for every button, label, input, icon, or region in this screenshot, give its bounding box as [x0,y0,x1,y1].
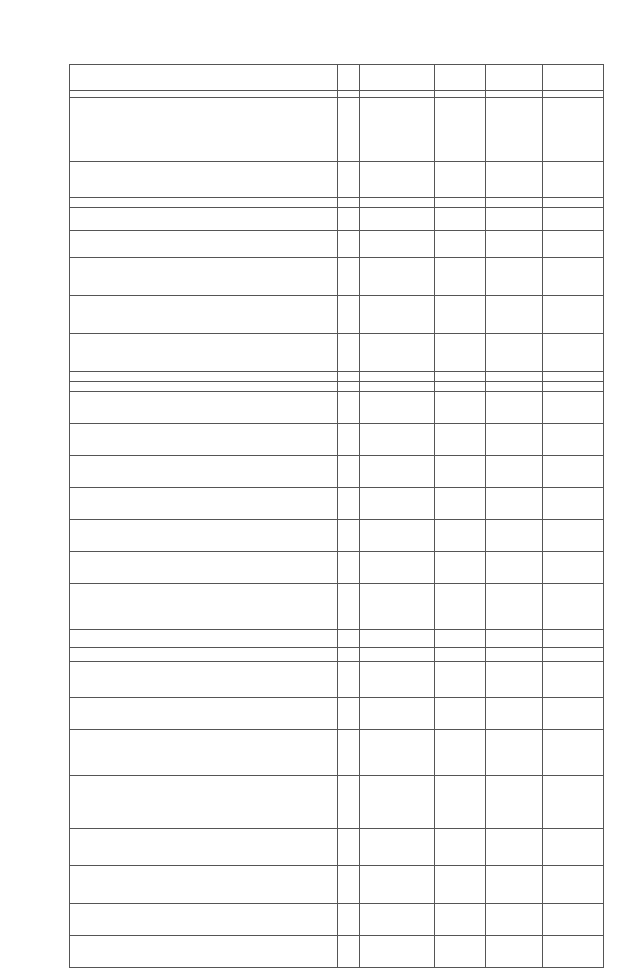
table-row [70,382,604,392]
table-cell [360,662,435,698]
table-cell [338,296,360,334]
table-cell [435,630,486,648]
table-body [70,65,604,968]
table-cell [435,162,486,198]
table-cell [70,258,338,296]
table-cell [338,334,360,372]
table-cell [338,520,360,552]
table-cell [486,65,543,91]
table-cell [486,208,543,231]
table-cell [338,65,360,91]
table-cell [338,392,360,424]
table-cell [543,382,604,392]
table-cell [360,231,435,258]
table-cell [360,382,435,392]
table-cell [543,372,604,382]
table-cell [486,730,543,776]
table-cell [486,904,543,936]
page-number [69,26,603,40]
table-cell [70,488,338,520]
table-cell [486,936,543,968]
table-cell [486,584,543,630]
table-cell [70,584,338,630]
table-cell [486,776,543,829]
table-cell [486,198,543,208]
table-cell [543,162,604,198]
table-row [70,730,604,776]
table-cell [338,584,360,630]
table-cell [543,662,604,698]
table-row [70,296,604,334]
table-cell [543,936,604,968]
table-cell [360,630,435,648]
table-row [70,648,604,662]
table-row [70,488,604,520]
table-cell [486,382,543,392]
table-cell [543,296,604,334]
table-cell [338,98,360,162]
table-cell [435,65,486,91]
table-cell [338,424,360,456]
table-cell [486,392,543,424]
table-cell [486,630,543,648]
table-cell [435,98,486,162]
table-row [70,866,604,904]
table-cell [338,904,360,936]
table-cell [70,424,338,456]
table-cell [338,776,360,829]
table-row [70,456,604,488]
table-cell [486,698,543,730]
table-cell [70,829,338,866]
table-cell [70,334,338,372]
table-cell [435,91,486,98]
table-cell [360,65,435,91]
table-cell [543,198,604,208]
table-cell [435,372,486,382]
table-cell [338,258,360,296]
table-cell [543,456,604,488]
table-cell [543,98,604,162]
table-cell [486,258,543,296]
table-row [70,662,604,698]
table-row [70,936,604,968]
table-row [70,98,604,162]
table-cell [70,648,338,662]
table-cell [360,372,435,382]
table-cell [543,552,604,584]
table-cell [543,392,604,424]
table-cell [435,231,486,258]
table-cell [360,98,435,162]
table-cell [338,829,360,866]
table-cell [360,730,435,776]
table-cell [70,382,338,392]
table-cell [338,866,360,904]
table-cell [435,520,486,552]
table-cell [435,776,486,829]
document-page [69,26,603,968]
table-cell [543,424,604,456]
table-cell [360,258,435,296]
table-cell [360,552,435,584]
table-cell [70,231,338,258]
table-cell [486,91,543,98]
table-cell [360,776,435,829]
table-row [70,198,604,208]
table-cell [360,520,435,552]
table-cell [338,698,360,730]
table-cell [486,424,543,456]
table-cell [338,730,360,776]
table-cell [486,520,543,552]
table-cell [338,198,360,208]
table-cell [486,866,543,904]
table-cell [70,91,338,98]
table-row [70,258,604,296]
table-cell [486,488,543,520]
table-cell [360,488,435,520]
table-cell [360,198,435,208]
table-cell [543,648,604,662]
table-cell [486,162,543,198]
table-cell [338,630,360,648]
table-cell [70,730,338,776]
table-cell [338,488,360,520]
table-cell [435,456,486,488]
table-cell [360,91,435,98]
table-cell [70,776,338,829]
table-cell [360,334,435,372]
table-cell [435,296,486,334]
table-cell [70,98,338,162]
table-cell [486,648,543,662]
table-cell [543,730,604,776]
table-cell [360,456,435,488]
table-cell [338,382,360,392]
table-cell [70,198,338,208]
table-row [70,91,604,98]
table-cell [543,698,604,730]
table-cell [486,296,543,334]
table-cell [70,866,338,904]
table-row [70,231,604,258]
table-cell [360,162,435,198]
table-cell [70,296,338,334]
table-cell [360,904,435,936]
table-row [70,698,604,730]
table-cell [543,904,604,936]
table-cell [435,382,486,392]
table-cell [360,936,435,968]
table-cell [70,456,338,488]
table-cell [543,488,604,520]
table-cell [543,584,604,630]
table-cell [435,424,486,456]
table-cell [543,208,604,231]
table-cell [435,829,486,866]
table-cell [435,198,486,208]
table-cell [435,698,486,730]
table-cell [70,904,338,936]
table-cell [486,372,543,382]
page-title [69,44,603,58]
table-cell [70,372,338,382]
table-row [70,208,604,231]
revenue-table [69,64,604,968]
table-cell [435,258,486,296]
table-cell [543,334,604,372]
table-cell [360,866,435,904]
table-cell [486,662,543,698]
table-cell [543,866,604,904]
table-cell [70,208,338,231]
table-cell [338,662,360,698]
table-cell [70,520,338,552]
table-cell [543,65,604,91]
table-cell [435,334,486,372]
table-cell [338,648,360,662]
table-cell [543,630,604,648]
table-row [70,552,604,584]
table-cell [486,829,543,866]
table-row [70,904,604,936]
table-cell [435,392,486,424]
table-cell [360,648,435,662]
table-cell [486,231,543,258]
table-cell [435,904,486,936]
table-cell [486,98,543,162]
table-cell [70,65,338,91]
table-cell [360,424,435,456]
table-cell [435,730,486,776]
table-cell [360,584,435,630]
table-cell [70,630,338,648]
table-cell [338,208,360,231]
table-cell [486,552,543,584]
table-row [70,392,604,424]
table-cell [435,648,486,662]
table-cell [543,91,604,98]
table-cell [543,829,604,866]
table-cell [338,456,360,488]
table-cell [70,936,338,968]
table-cell [70,662,338,698]
table-row [70,65,604,91]
table-row [70,372,604,382]
table-cell [338,552,360,584]
table-row [70,584,604,630]
table-cell [543,258,604,296]
table-cell [543,231,604,258]
table-row [70,162,604,198]
table-row [70,776,604,829]
table-cell [338,372,360,382]
table-row [70,630,604,648]
table-cell [435,936,486,968]
table-row [70,520,604,552]
table-cell [435,866,486,904]
table-row [70,829,604,866]
table-cell [360,392,435,424]
table-cell [338,91,360,98]
table-cell [435,662,486,698]
table-cell [360,208,435,231]
table-cell [338,231,360,258]
table-cell [486,456,543,488]
table-cell [435,488,486,520]
table-row [70,334,604,372]
table-cell [70,162,338,198]
table-cell [435,552,486,584]
table-cell [338,936,360,968]
table-cell [543,776,604,829]
table-cell [360,829,435,866]
table-cell [70,552,338,584]
table-row [70,424,604,456]
table-cell [70,392,338,424]
table-cell [435,584,486,630]
table-cell [486,334,543,372]
table-cell [70,698,338,730]
table-cell [360,698,435,730]
table-cell [338,162,360,198]
table-cell [360,296,435,334]
table-cell [543,520,604,552]
table-cell [435,208,486,231]
